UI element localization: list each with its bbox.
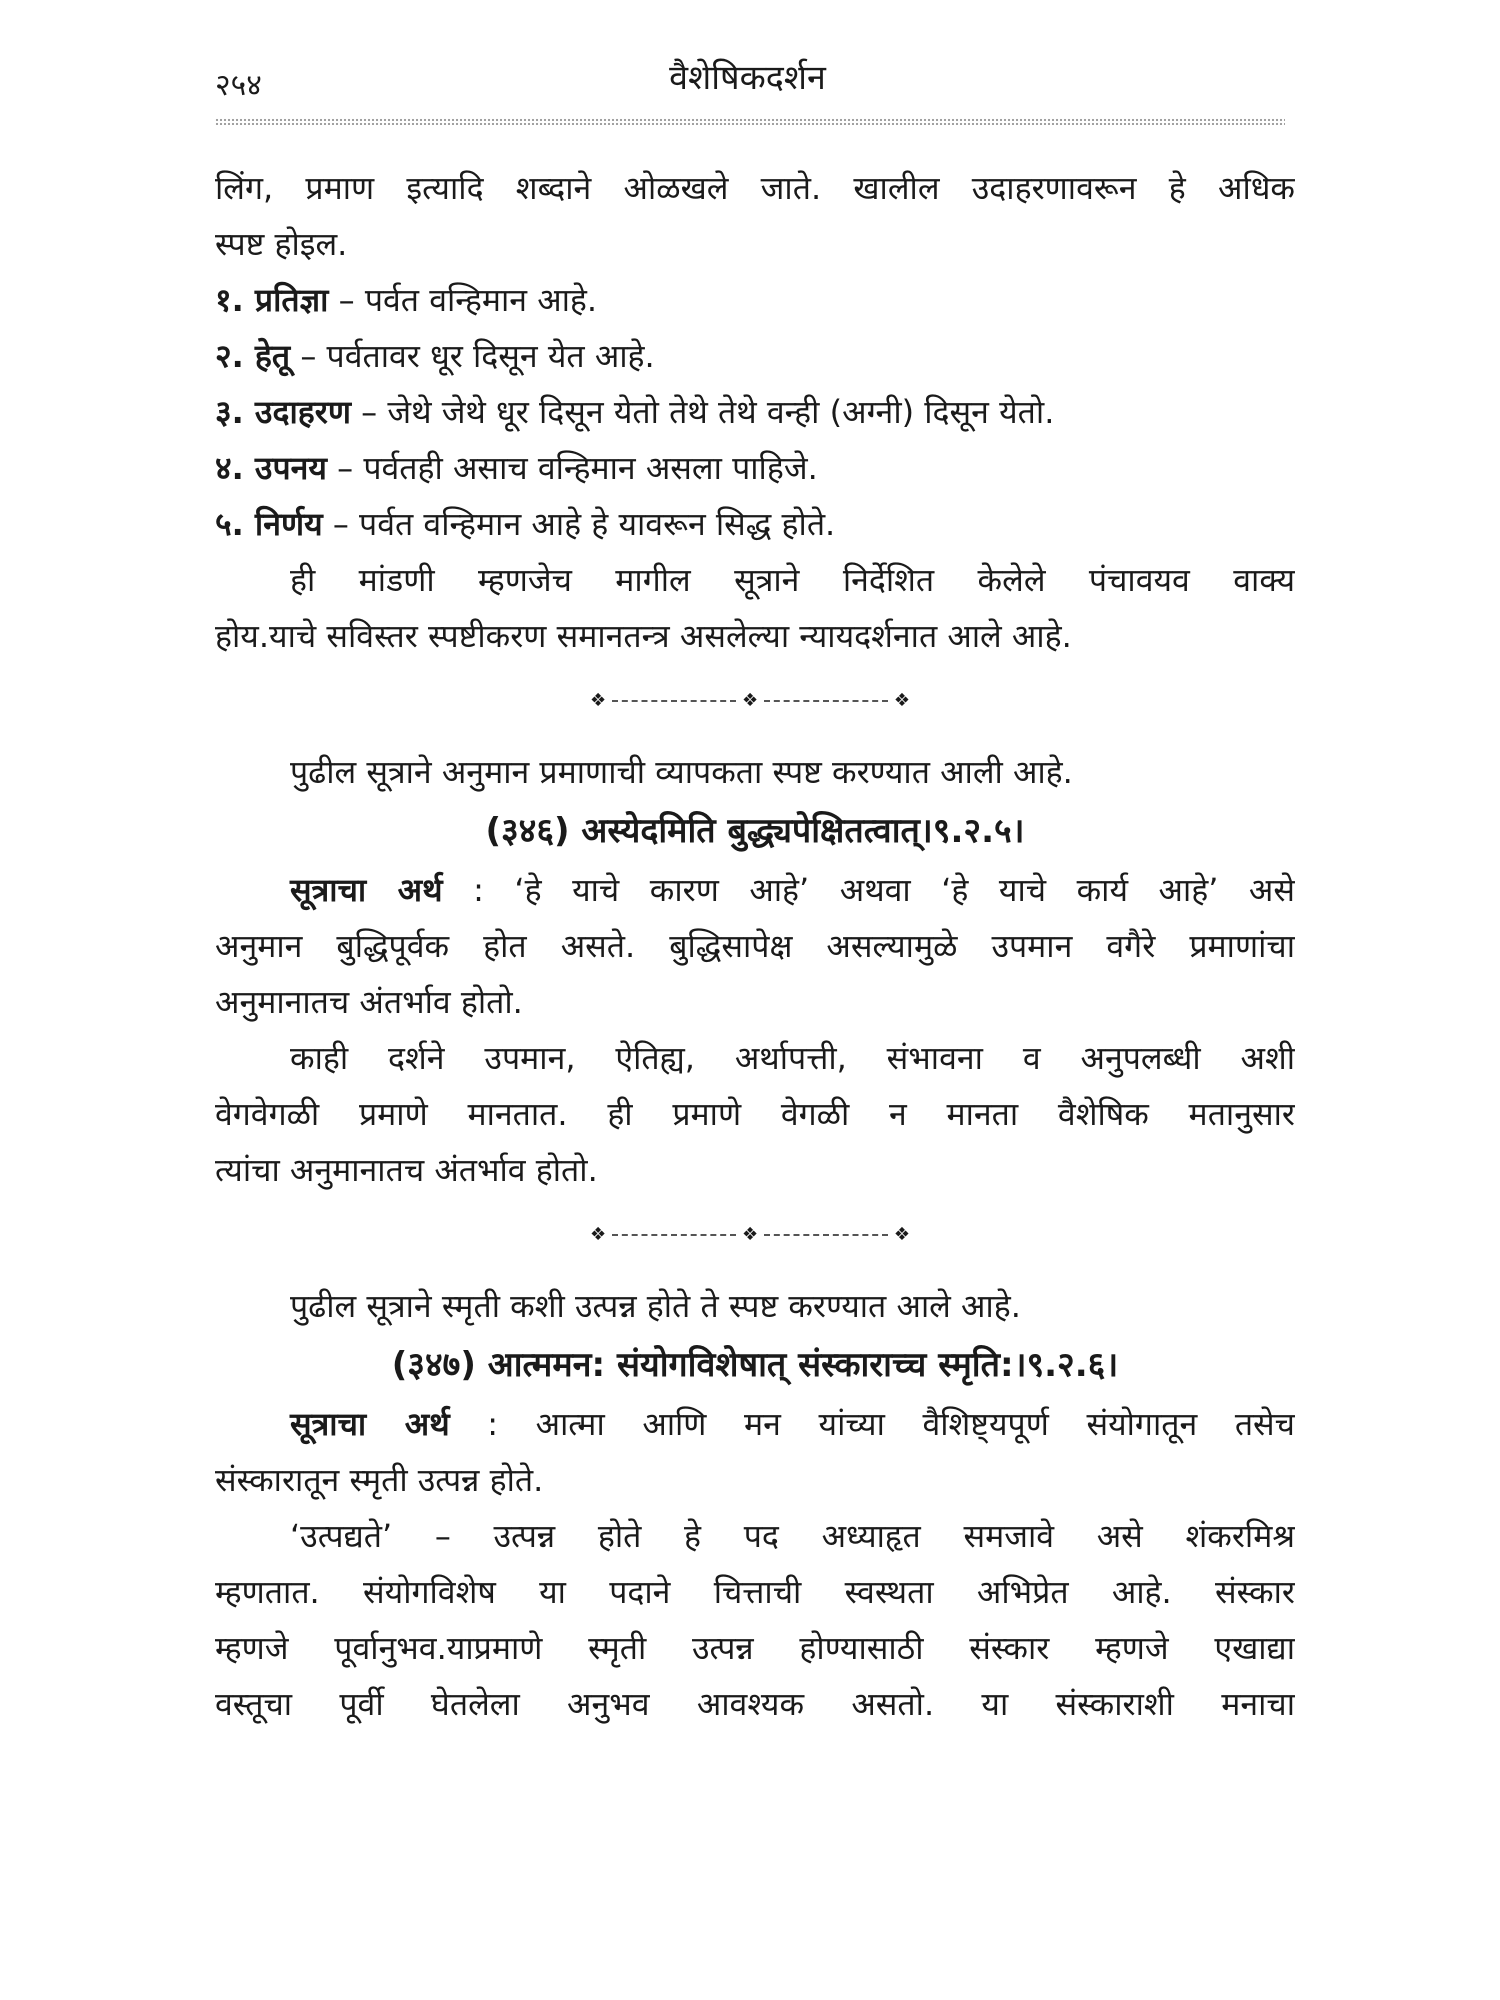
list-term: २. हेतू bbox=[215, 337, 291, 375]
paragraph-line: त्यांचा अनुमानातच अंतर्भाव होतो. bbox=[215, 1151, 598, 1189]
list-item bbox=[215, 384, 1295, 440]
meaning-label: सूत्राचा अर्थ bbox=[290, 871, 443, 909]
meaning-label: सूत्राचा अर्थ bbox=[290, 1405, 450, 1443]
paragraph-line: ‘उत्पद्यते’ – उत्पन्न होते हे पद अध्याहृत समजावे असे शंकरमिश्र bbox=[290, 1517, 1295, 1555]
section-divider bbox=[215, 664, 1295, 744]
header-rule bbox=[215, 118, 1285, 125]
meaning-line bbox=[215, 1396, 1295, 1452]
diamond-ornament-icon: ❖ bbox=[741, 1224, 759, 1245]
page-header bbox=[215, 45, 1280, 115]
diamond-ornament-icon: ❖ bbox=[893, 1224, 911, 1245]
page-number: २५४ bbox=[215, 68, 262, 103]
section-intro: पुढील सूत्राने स्मृती कशी उत्पन्न होते ते स्पष्ट करण्यात आले आहे. bbox=[290, 1287, 1021, 1325]
meaning-line bbox=[215, 862, 1295, 918]
dashed-rule bbox=[764, 700, 888, 702]
paragraph-line: लिंग, प्रमाण इत्यादि शब्दाने ओळखले जाते. खालील उदाहरणावरून हे अधिक bbox=[215, 169, 1295, 207]
dashed-rule bbox=[612, 700, 736, 702]
sutra-heading: (३४६) अस्येदमिति बुद्ध्यपेक्षितत्वात्।९.२.५। bbox=[485, 811, 1025, 851]
paragraph-line: अनुमानातच अंतर्भाव होतो. bbox=[215, 983, 523, 1021]
paragraph-line: म्हणतात. संयोगविशेष या पदाने चित्ताची स्वस्थता अभिप्रेत आहे. संस्कार bbox=[215, 1573, 1295, 1611]
list-text: – पर्वतावर धूर दिसून येत आहे. bbox=[290, 337, 655, 375]
paragraph-line: अनुमान बुद्धिपूर्वक होत असते. बुद्धिसापेक्ष असल्यामुळे उपमान वगैरे प्रमाणांचा bbox=[215, 927, 1295, 965]
diamond-ornament-icon: ❖ bbox=[590, 1224, 607, 1245]
paragraph-line: म्हणजे पूर्वानुभव.याप्रमाणे स्मृती उत्पन्न होण्यासाठी संस्कार म्हणजे एखाद्या bbox=[215, 1629, 1295, 1667]
list-term: ४. उपनय bbox=[215, 449, 327, 487]
list-text: – जेथे जेथे धूर दिसून येतो तेथे तेथे वन्ही (अग्नी) दिसून येतो. bbox=[350, 393, 1055, 431]
diamond-ornament-icon: ❖ bbox=[893, 690, 911, 711]
paragraph-line: वेगवेगळी प्रमाणे मानतात. ही प्रमाणे वेगळी न मानता वैशेषिक मतानुसार bbox=[215, 1095, 1295, 1133]
list-item bbox=[215, 440, 1295, 496]
diamond-ornament-icon: ❖ bbox=[741, 690, 759, 711]
syllogism-list bbox=[215, 272, 1295, 552]
paragraph-line: स्पष्ट होइल. bbox=[215, 225, 348, 263]
list-text: – पर्वत वन्हिमान आहे. bbox=[328, 281, 598, 319]
sutra-heading: (३४७) आत्ममन: संयोगविशेषात् संस्काराच्च स्मृति:।९.२.६। bbox=[391, 1345, 1119, 1385]
meaning-text: : ‘हे याचे कारण आहे’ अथवा ‘हे याचे कार्य आहे’ असे bbox=[442, 871, 1295, 909]
paragraph-line: होय.याचे सविस्तर स्पष्टीकरण समानतन्त्र असलेल्या न्यायदर्शनात आले आहे. bbox=[215, 617, 1072, 655]
paragraph-line: संस्कारातून स्मृती उत्पन्न होते. bbox=[215, 1461, 544, 1499]
running-title: वैशेषिकदर्शन bbox=[669, 58, 826, 98]
list-term: ५. निर्णय bbox=[215, 505, 323, 543]
paragraph-line: वस्तूचा पूर्वी घेतलेला अनुभव आवश्यक असतो. या संस्काराशी मनाचा bbox=[215, 1685, 1295, 1723]
diamond-ornament-icon: ❖ bbox=[590, 690, 607, 711]
dashed-rule bbox=[612, 1234, 736, 1236]
dashed-rule bbox=[764, 1234, 888, 1236]
list-item bbox=[215, 328, 1295, 384]
list-text: – पर्वतही असाच वन्हिमान असला पाहिजे. bbox=[326, 449, 818, 487]
meaning-text: : आत्मा आणि मन यांच्या वैशिष्ट्यपूर्ण संयोगातून तसेच bbox=[449, 1405, 1295, 1443]
list-term: १. प्रतिज्ञा bbox=[215, 281, 329, 319]
list-item bbox=[215, 496, 1295, 552]
paragraph-line: काही दर्शने उपमान, ऐतिह्य, अर्थापत्ती, संभावना व अनुपलब्धी अशी bbox=[290, 1039, 1295, 1077]
list-text: – पर्वत वन्हिमान आहे हे यावरून सिद्ध होते. bbox=[322, 505, 836, 543]
section-divider bbox=[215, 1198, 1295, 1278]
paragraph-line: ही मांडणी म्हणजेच मागील सूत्राने निर्देशित केलेले पंचावयव वाक्य bbox=[290, 561, 1295, 599]
section-intro: पुढील सूत्राने अनुमान प्रमाणाची व्यापकता स्पष्ट करण्यात आली आहे. bbox=[290, 753, 1073, 791]
list-term: ३. उदाहरण bbox=[215, 393, 351, 431]
list-item bbox=[215, 272, 1295, 328]
page-body bbox=[215, 160, 1295, 1732]
